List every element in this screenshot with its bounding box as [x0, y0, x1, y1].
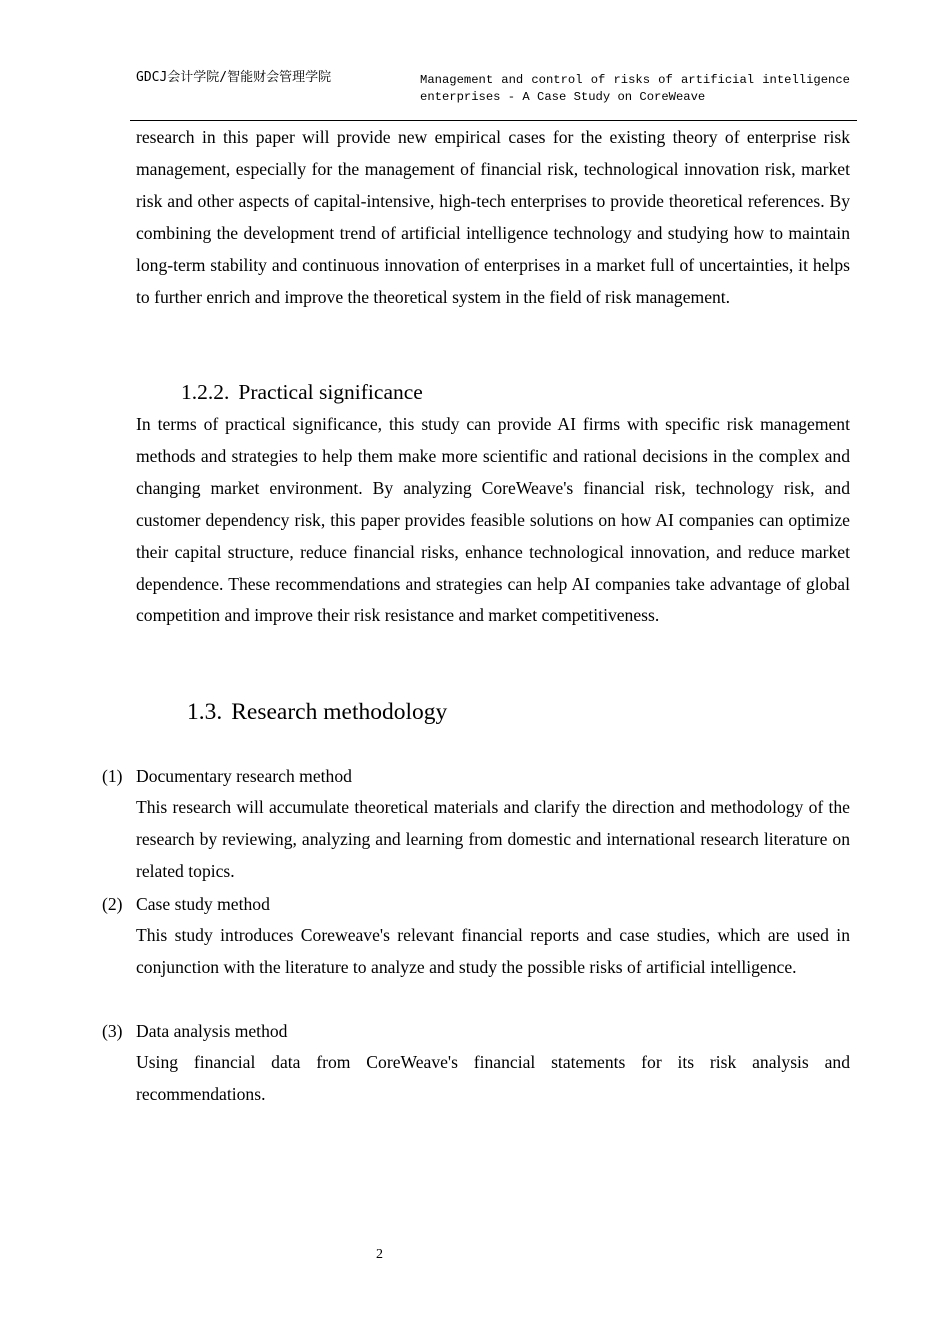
section-title: Practical significance [238, 380, 423, 404]
method-number: (1) [102, 766, 123, 786]
section-heading-1-3 [187, 697, 447, 727]
method-description: Using financial data from CoreWeave's financial statements for its risk analysis and recommendations. [136, 1052, 850, 1104]
method-title: Case study method [136, 894, 270, 914]
running-header [136, 70, 850, 120]
section-number: 1.3. [187, 699, 223, 725]
intro-paragraph: research in this paper will provide new empirical cases for the existing theory of enterprise risk management, especially for the management of financial risk, technological innovation risk, market risk and other aspects of capital-intensive, high-tech enterprises to provide theoretical references. By combining the development trend of artificial intelligence technology and studying how to maintain long-term stability and continuous innovation of enterprises in a market full of uncertainties, it helps to further enrich and improve the theoretical system in the field of risk management. [136, 127, 850, 307]
header-paper-title: Management and control of risks of artificial intelligence enterprises - A Case Study on CoreWeave [420, 73, 850, 104]
method-description: This study introduces Coreweave's relevant financial reports and case studies, which are used in conjunction with the literature to analyze and study the possible risks of artificial intelligence. [136, 925, 850, 977]
practical-significance-paragraph: In terms of practical significance, this study can provide AI firms with specific risk management methods and strategies to help them make more scientific and rational decisions in the complex and changing market environment. By analyzing CoreWeave's financial risk, technology risk, and customer dependency risk, this paper provides feasible solutions on how AI companies can optimize their capital structure, reduce financial risks, enhance technological innovation, and reduce market dependence. These recommendations and strategies can help AI companies take advantage of global competition and improve their risk resistance and market competitiveness. [136, 414, 850, 626]
method-description: This research will accumulate theoretical materials and clarify the direction and methodology of the research by reviewing, analyzing and learning from domestic and international research literature on related topics. [136, 797, 850, 881]
method-number: (2) [102, 894, 123, 914]
section-title: Research methodology [231, 699, 448, 725]
header-institution: GDCJ会计学院/智能财会管理学院 [136, 70, 332, 85]
method-number: (3) [102, 1021, 123, 1041]
header-divider [130, 120, 857, 121]
method-title: Data analysis method [136, 1021, 288, 1041]
page-number: 2 [376, 1247, 383, 1262]
section-heading-1-2-2 [181, 378, 423, 406]
section-number: 1.2.2. [181, 380, 230, 404]
method-title: Documentary research method [136, 766, 352, 786]
